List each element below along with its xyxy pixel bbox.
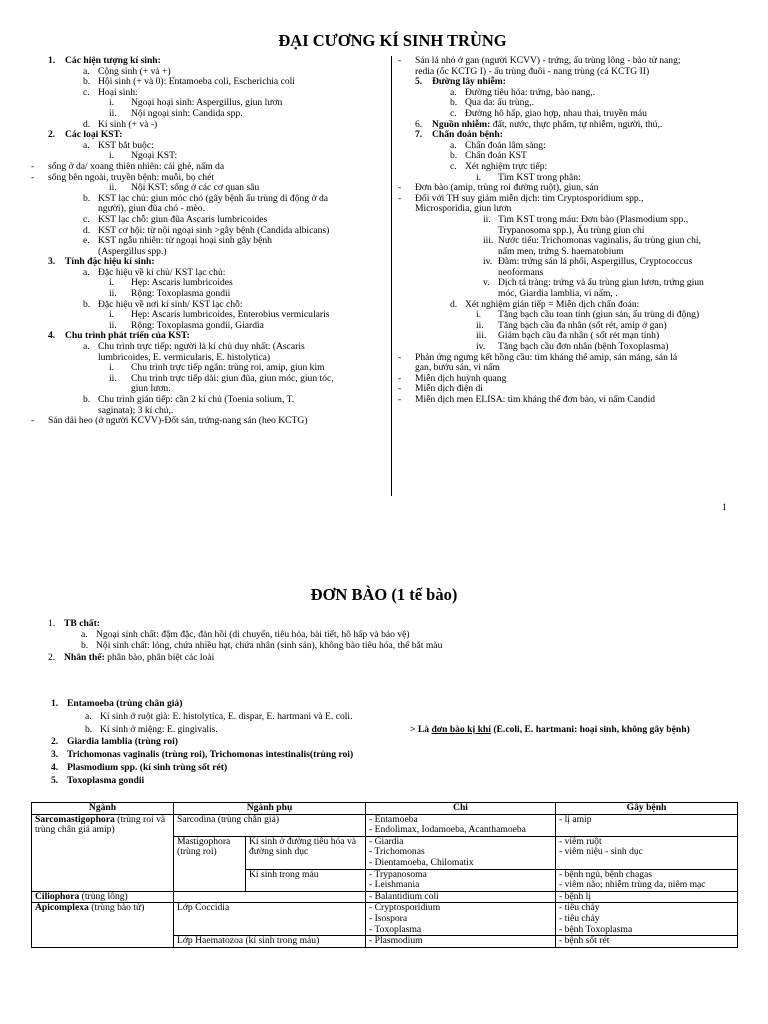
list-marker: 4. <box>51 761 59 773</box>
list-text: Giardia lamblia (trùng roi) <box>67 736 178 748</box>
phylum-desc: (trùng bào tử) <box>88 902 145 914</box>
list-item <box>48 763 418 776</box>
list-marker: - <box>398 394 402 405</box>
list-marker: i. <box>476 171 482 183</box>
list-text: Cộng sinh (+ và +) <box>98 65 171 77</box>
list-text: Chẩn đoán KST <box>465 150 527 162</box>
list-marker: ii. <box>109 319 117 331</box>
list-marker: - <box>31 160 35 172</box>
list-marker: i. <box>109 150 115 162</box>
cell-nganh <box>32 814 174 891</box>
list-text: Kí sinh (+ và -) <box>98 118 158 130</box>
list-marker: i. <box>109 277 115 289</box>
taxonomy-table <box>31 802 738 948</box>
cell-subphylum: Sarcodina (trùng chân giả) <box>174 814 366 836</box>
list-text: Chu trình trực tiếp dài: giun đũa, giun móc, giun tóc, <box>131 372 334 384</box>
list-item <box>398 56 743 67</box>
header-nganh: Ngành <box>32 803 174 815</box>
list-text: Nội sinh chất: lỏng, chứa nhiều hạt, chứa nhân (sinh sản), không bào tiêu hóa, thể bắt màu <box>96 640 443 652</box>
table-row <box>32 891 738 903</box>
list-marker: a. <box>83 65 90 77</box>
list-text: Microsporidia, giun lươn <box>415 203 512 215</box>
list-item <box>31 215 387 226</box>
list-item <box>48 712 418 725</box>
list-marker: 3. <box>51 749 59 761</box>
list-text: Đối với TH suy giảm miễn dịch: tìm Cryptosporidium spp., <box>415 192 644 204</box>
list-text: Chẩn đoán lâm sàng: <box>465 139 546 151</box>
list-text: Tìm KST trong máu: Đơn bào (Plasmodium spp., <box>498 213 689 225</box>
anaerobe-note <box>410 725 690 736</box>
list-text: Chẩn đoán bệnh: <box>432 129 503 141</box>
cell-genus: - Cryptosporidium - Isospora - Toxoplasma <box>366 903 556 936</box>
list-text: Đơn bào (amip, trùng roi đường ruột), giun, sán <box>415 182 599 194</box>
list-text: lumbricoides, E. vermicularis, E. histolytica) <box>98 351 271 363</box>
list-marker: ii. <box>483 213 491 225</box>
cell-disease: - lị amip <box>556 814 738 836</box>
list-marker: b. <box>450 150 458 162</box>
list-marker: iii. <box>476 330 487 342</box>
list-text: gan, bướu sán, vi nấm <box>415 362 500 374</box>
list-item <box>31 374 387 385</box>
list-marker: d. <box>83 118 91 130</box>
list-marker: - <box>31 415 35 427</box>
list-marker: 2. <box>48 129 56 141</box>
list-text: người), giun đũa chó - mèo. <box>98 203 205 215</box>
table-row <box>32 903 738 936</box>
cell-genus: - Balantidium coli <box>366 891 556 903</box>
list-text: Chu trình phát triển của KST: <box>65 330 190 342</box>
list-marker: 2. <box>48 651 56 663</box>
list-text: giun lươn. <box>131 383 171 395</box>
list-text: (Aspergillus spp.) <box>98 245 167 257</box>
list-marker: i. <box>476 309 482 321</box>
list-text: sống bên ngoài, truyền bệnh: muỗi, bọ chét <box>48 171 214 183</box>
list-marker: a. <box>83 266 90 278</box>
list-text: Giảm bạch cầu đa nhân ( sốt rét mạn tính) <box>498 330 660 342</box>
list-text: Xét nghiệm trực tiếp: <box>465 160 548 172</box>
list-marker: b. <box>83 76 91 88</box>
list-marker: a. <box>81 629 88 641</box>
list-text: saginata); 3 kí chủ,. <box>98 404 174 416</box>
phylum-name: Sarcomastigophora <box>35 813 115 825</box>
list-marker: 1. <box>51 698 59 709</box>
note-suffix: (E.coli, E. hartmani: hoại sinh, không gây bệnh) <box>490 724 690 735</box>
list-marker: - <box>398 192 402 204</box>
list-text: KST lạc chỗ: giun đũa Ascaris lumbricoides <box>98 213 268 225</box>
list-marker: 5. <box>51 774 59 786</box>
list-marker: ii. <box>109 372 117 384</box>
cell-subphylum: Mastigophora (trùng roi) <box>174 836 246 891</box>
list-marker: c. <box>450 107 457 119</box>
cell-nganh <box>32 891 174 903</box>
list-marker: 4. <box>48 330 56 342</box>
list-text: Sán lá nhỏ ở gan (người KCVV) - trứng, ấu trùng lông - bào tử nang; <box>415 55 681 66</box>
list-text: Rộng: Toxoplasma gondii <box>131 288 231 300</box>
list-text: KST cơ hội: từ nội ngoại sinh >gây bệnh (Candida albicans) <box>98 224 330 236</box>
list-marker: 7. <box>415 129 423 141</box>
list-item <box>31 162 387 173</box>
list-text: TB chất: <box>64 618 100 629</box>
list-text: Đường hô hấp, giao hợp, nhau thai, truyền máu <box>465 107 647 119</box>
list-marker: iv. <box>483 256 493 268</box>
cell-genus: - Giardia - Trichomonas - Dientamoeba, Chilomatix <box>366 836 556 869</box>
list-item <box>31 236 387 247</box>
list-marker: d. <box>450 298 458 310</box>
list-marker: i. <box>109 362 115 374</box>
list-text: Đường lây nhiễm: <box>432 76 506 88</box>
list-marker: ii. <box>109 182 117 194</box>
table-row <box>32 814 738 836</box>
page1-title: ĐẠI CƯƠNG KÍ SINH TRÙNG <box>278 31 507 50</box>
list-text: sống ở da/ xoang thiên nhiên: cái ghẻ, nấm da <box>48 160 225 172</box>
list-text: Đặc hiệu về nơi kí sinh/ KST lạc chỗ: <box>98 298 243 310</box>
list-text: Rộng: Toxoplasma gondii, Giardia <box>131 319 264 331</box>
list-item <box>31 56 387 67</box>
list-marker: d. <box>83 224 91 236</box>
list-marker: 6. <box>415 118 423 130</box>
list-text: Dịch tá tràng: trứng và ấu trùng giun lươn, trứng giun <box>498 277 704 289</box>
list-text: Hoại sinh: <box>98 86 138 98</box>
list-text: Miễn dịch huỳnh quang <box>415 372 507 384</box>
list-marker: ii. <box>476 319 484 331</box>
header-gay-benh: Gây bệnh <box>556 803 738 815</box>
list-text: redia (ốc KCTG I) - ấu trùng đuôi - nang trùng (cá KCTG II) <box>415 65 650 77</box>
cell-disease: - viêm ruột - viêm niệu - sinh dục <box>556 836 738 869</box>
list-text: Xét nghiệm gián tiếp = Miễn dịch chẩn đoán: <box>465 298 640 310</box>
list-marker: c. <box>83 213 90 225</box>
list-text: móc, Giardia lamblia, vi nấm, . <box>498 288 618 300</box>
list-marker: b. <box>450 97 458 109</box>
cell-disease: - bệnh lị <box>556 891 738 903</box>
list-item <box>31 416 387 427</box>
list-marker: - <box>31 171 35 183</box>
list-marker: b. <box>83 298 91 310</box>
cell-subphylum <box>174 891 366 903</box>
phylum-name: Apicomplexa <box>35 902 89 914</box>
cell-subphylum: Lớp Haematozoa (kí sinh trong máu) <box>174 936 366 948</box>
list-marker: 5. <box>415 76 423 88</box>
list-text: Kí sinh ở ruột già: E. histolytica, E. dispar, E. hartmani và E. coli. <box>100 710 353 722</box>
list-text: Sán dải heo (ở người KCVV)-Đốt sán, trứng-nang sán (heo KCTG) <box>48 415 308 427</box>
note-underlined: đơn bào kị khí <box>431 724 491 735</box>
list-text: KST lạc chủ: giun móc chó (gây bệnh ấu trùng di động ở da <box>98 192 329 204</box>
list-item <box>398 395 743 406</box>
list-item <box>48 776 418 789</box>
list-text: Trypanosoma spp.), Ấu trùng giun chỉ <box>498 224 645 236</box>
list-text: Trichomonas vaginalis (trùng roi), Trichomonas intestinalis(trùng roi) <box>67 749 354 761</box>
list-marker: - <box>398 383 402 395</box>
table-header-row <box>32 803 738 815</box>
phylum-name: Ciliophora <box>35 890 80 902</box>
list-text: Nhân thể: phân bào, phân biệt các loài <box>64 651 215 663</box>
cell-disease: - tiêu chảy - tiêu chảy - bệnh Toxoplasma <box>556 903 738 936</box>
list-marker: iv. <box>476 341 486 353</box>
list-marker: - <box>398 182 402 194</box>
page1-right-column <box>398 56 743 406</box>
list-text: Tăng bạch cầu đơn nhân (bệnh Toxoplasma) <box>498 341 669 353</box>
list-text: Qua da: ấu trùng,. <box>465 97 535 109</box>
list-marker: a. <box>83 139 90 151</box>
list-marker: 3. <box>48 256 56 268</box>
header-nganh-phu: Ngành phụ <box>174 803 366 815</box>
list-item <box>398 215 743 226</box>
list-text: Ngoại KST: <box>131 150 178 162</box>
list-text: neoformans <box>498 266 544 278</box>
list-item <box>31 395 387 406</box>
cell-genus: - Trypanosoma - Leishmania <box>366 869 556 891</box>
list-text: Phản ứng ngưng kết hồng cầu: tìm kháng thể amip, sán máng, sán lá <box>415 351 678 363</box>
cell-genus: - Entamoeba - Endolimax, Iodamoeba, Acanthamoeba <box>366 814 556 836</box>
list-marker: a. <box>85 710 92 722</box>
cell-disease: - bệnh sốt rét <box>556 936 738 948</box>
list-marker: 2. <box>51 736 59 748</box>
list-marker: - <box>398 372 402 384</box>
list-marker: i. <box>109 97 115 109</box>
list-marker: e. <box>83 235 90 247</box>
list-text: KST ngẫu nhiên: từ ngoại hoại sinh gây bệnh <box>98 235 272 247</box>
cell-disease: - bệnh ngủ, bệnh chagas - viêm não; nhiễm trùng da, niêm mạc <box>556 869 738 891</box>
list-marker: ii. <box>109 107 117 119</box>
list-text: Hội sinh (+ và 0): Entamoeba coli, Escherichia coli <box>98 76 295 88</box>
list-marker: ii. <box>109 288 117 300</box>
list-item <box>398 162 743 173</box>
list-text: Các hiện tượng kí sinh: <box>65 55 161 66</box>
column-divider <box>391 56 392 496</box>
list-text: Ngoại hoại sinh: Aspergillus, giun lươn <box>131 97 283 109</box>
list-text: Chu trình trực tiếp: người là kí chủ duy nhất: (Ascaris <box>98 341 305 353</box>
list-text: Các loại KST: <box>65 129 123 141</box>
list-text: Đặc hiệu về kí chủ/ KST lạc chủ: <box>98 266 226 278</box>
list-marker: b. <box>83 394 91 405</box>
list-marker: c. <box>450 160 457 172</box>
cell-class: Kí sinh trong máu <box>246 869 366 891</box>
list-marker: a. <box>83 341 90 353</box>
list-item <box>31 141 387 152</box>
list-text: Ngoại sinh chất: đậm đặc, đàn hồi (di chuyển, tiêu hóa, bài tiết, hô hấp và bảo vệ) <box>96 629 410 641</box>
list-text: Plasmodium spp. (kí sinh trùng sốt rét) <box>67 761 228 773</box>
list-text: Hẹp: Ascaris lumbricoides, Enterobius vermicularis <box>131 309 330 321</box>
phylum-desc: (trùng roi và trùng chân giả amip) <box>35 813 166 836</box>
list-text: Đàm: trứng sán lá phổi, Aspergillus, Cryptococcus <box>498 256 693 268</box>
list-marker: - <box>398 55 402 66</box>
list-text: nấm men, trứng S. haematobium <box>498 245 624 257</box>
list-text: Nước tiểu: Trichomonas vaginalis, ấu trùng giun chỉ, <box>498 235 701 247</box>
list-item <box>31 194 387 205</box>
cell-nganh <box>32 903 174 947</box>
list-text: Tính đặc hiệu kí sinh: <box>65 256 155 268</box>
list-marker: i. <box>109 309 115 321</box>
list-marker: a. <box>450 139 457 151</box>
list-text: Nội ngoại sinh: Candida spp. <box>131 107 243 119</box>
list-text: Tìm KST trong phân: <box>498 171 581 183</box>
list-text: Chu trình trực tiếp ngắn: trùng roi, amip, giun kim <box>131 362 325 374</box>
list-text: Nội KST: sống ở các cơ quan sâu <box>131 182 260 194</box>
list-item <box>48 653 748 664</box>
list-text: Tăng bạch cầu đa nhân (sốt rét, amip ở gan) <box>498 319 667 331</box>
list-text: Kí sinh ở miệng: E. gingivalis. <box>100 723 218 735</box>
list-text: Chu trình gián tiếp: cần 2 kí chủ (Toenia solium, T. <box>98 394 295 405</box>
note-prefix: > Là <box>410 724 432 735</box>
cell-genus: - Plasmodium <box>366 936 556 948</box>
page2-title: ĐƠN BÀO (1 tế bào) <box>310 585 458 604</box>
list-text: Toxoplasma gondii <box>67 774 145 786</box>
list-marker: b. <box>81 640 89 652</box>
list-text: Đường tiêu hóa: trứng, bào nang,. <box>465 86 596 98</box>
list-text: Nguồn nhiễm: đất, nước, thực phẩm, tự nhiễm, người, thú,. <box>432 118 663 130</box>
list-marker: 1. <box>48 55 56 66</box>
list-marker: iii. <box>483 235 494 247</box>
cell-structure-list <box>48 619 748 664</box>
list-marker: b. <box>83 192 91 204</box>
list-text: Entamoeba (trùng chân giả) <box>67 698 183 709</box>
list-item <box>398 257 743 268</box>
list-text: Miễn dịch điện di <box>415 383 483 395</box>
phylum-desc: (trùng lông) <box>79 890 128 902</box>
cell-class: Kí sinh ở đường tiêu hóa và đường sinh dục <box>246 836 366 869</box>
list-text: Miễn dịch men ELISA: tìm kháng thể đơn bào, vi nấm Candid <box>415 394 656 405</box>
list-marker: 1. <box>48 618 56 629</box>
list-item <box>48 699 418 712</box>
page-number: 1 <box>722 502 727 513</box>
list-marker: a. <box>450 86 457 98</box>
list-marker: v. <box>483 277 490 289</box>
list-text: Tăng bạch cầu toan tính (giun sán, ấu trùng di động) <box>498 309 700 321</box>
header-chi: Chi <box>366 803 556 815</box>
list-text: KST bắt buộc: <box>98 139 154 151</box>
cell-subphylum: Lớp Coccidia <box>174 903 366 936</box>
list-item <box>31 109 387 120</box>
list-marker: c. <box>83 86 90 98</box>
species-list <box>48 699 418 789</box>
list-marker: - <box>398 351 402 363</box>
list-marker: b. <box>85 723 93 735</box>
page1-left-column <box>31 56 387 427</box>
list-text: Hẹp: Ascaris lumbricoides <box>131 277 233 289</box>
